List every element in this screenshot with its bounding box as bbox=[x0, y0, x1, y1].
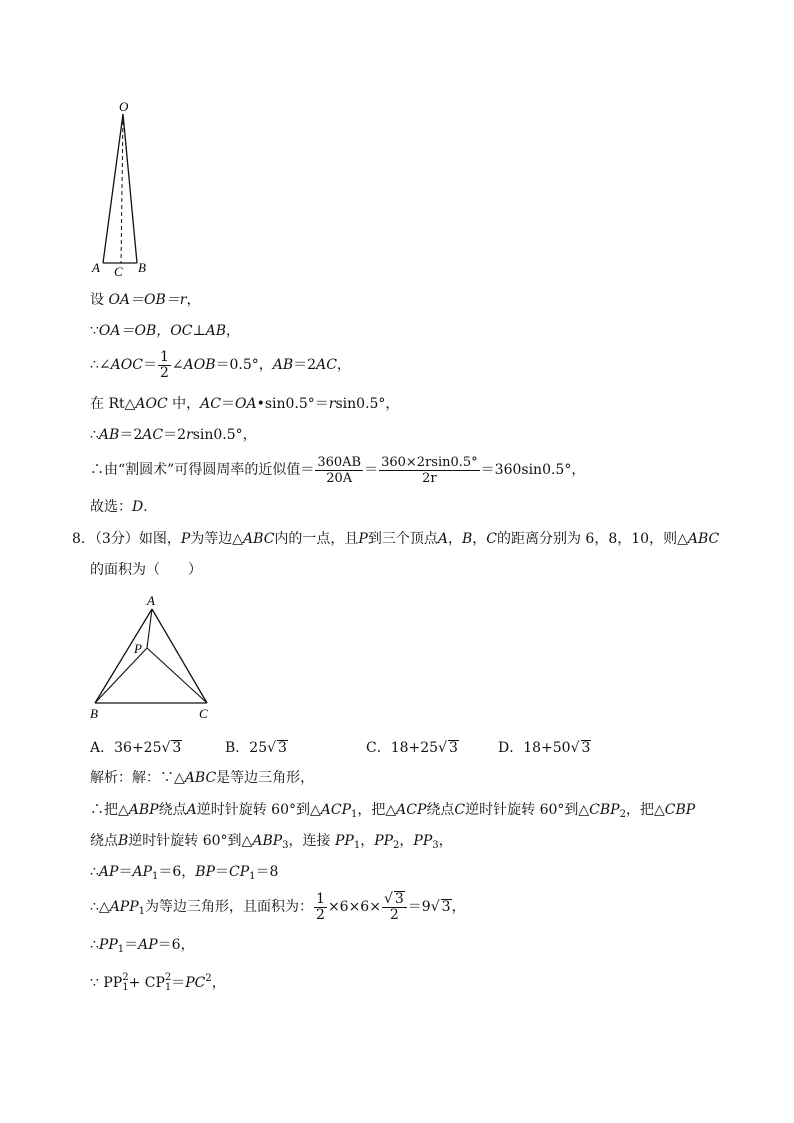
fraction-half bbox=[314, 892, 327, 923]
sol7-line-6 bbox=[90, 453, 585, 487]
math: ABC bbox=[184, 770, 217, 786]
text: ，连接 bbox=[288, 833, 335, 849]
subscript: 2 bbox=[393, 840, 400, 851]
text: 逆时针旋转 60°到△ bbox=[465, 802, 590, 818]
text: ＝2 bbox=[293, 357, 317, 373]
q8-line-1 bbox=[72, 530, 719, 548]
denominator: 2 bbox=[159, 364, 169, 381]
text: ，把△ bbox=[625, 802, 665, 818]
subscript: 1 bbox=[151, 871, 159, 882]
text: 设 bbox=[90, 292, 109, 308]
radicand: 3 bbox=[394, 891, 404, 907]
text: ， bbox=[399, 833, 414, 849]
denominator: 2 bbox=[389, 907, 399, 923]
math: ∠AOB bbox=[171, 357, 216, 373]
math: r bbox=[186, 427, 193, 443]
sol8-line-2 bbox=[90, 801, 695, 824]
text: 是等边三角形， bbox=[216, 770, 315, 786]
segment-pc bbox=[147, 648, 207, 703]
radicand: 3 bbox=[172, 740, 182, 756]
math: PP bbox=[334, 833, 354, 849]
text: ＝8 bbox=[255, 864, 279, 880]
math: AOC bbox=[110, 357, 143, 373]
segment-ab bbox=[95, 609, 152, 703]
text: 为等边△ bbox=[190, 531, 244, 547]
math: A bbox=[437, 531, 448, 547]
math: PP bbox=[98, 937, 118, 953]
text: ， bbox=[186, 292, 201, 308]
figure-triangle-oab bbox=[85, 98, 165, 280]
text: ， bbox=[438, 833, 453, 849]
text: ＝9 bbox=[407, 899, 431, 915]
math: PP bbox=[374, 833, 394, 849]
math: A bbox=[186, 802, 197, 818]
math: CP bbox=[229, 864, 250, 880]
option-d[interactable]: D．18+50√ 3 bbox=[498, 740, 591, 756]
sol7-line-1 bbox=[90, 291, 201, 309]
subscript: 1 bbox=[353, 840, 361, 851]
text: ∵ PP bbox=[90, 975, 123, 991]
subscript: 2 bbox=[619, 809, 626, 820]
text: ， bbox=[451, 899, 466, 915]
text: ＝ bbox=[171, 975, 186, 991]
math: ABC bbox=[243, 531, 275, 547]
text: ∴△ bbox=[90, 899, 110, 915]
option-value: 18+25 bbox=[390, 740, 439, 756]
text: ＝360sin0.5°， bbox=[480, 462, 586, 478]
label-a: A bbox=[147, 593, 155, 608]
text: 内的一点，且 bbox=[274, 531, 359, 547]
math: ABP bbox=[128, 802, 159, 818]
question-number: 8． bbox=[72, 531, 95, 547]
text: 绕点 bbox=[158, 802, 187, 818]
math: ABP bbox=[252, 833, 283, 849]
text: 逆时针旋转 60°到△ bbox=[196, 802, 321, 818]
subscript: 3 bbox=[432, 840, 439, 851]
q8-line-2 bbox=[90, 561, 202, 579]
text: ＝ bbox=[142, 357, 157, 373]
math: AC bbox=[316, 357, 337, 373]
numerator: 360×2rsin0.5° bbox=[381, 454, 478, 470]
text: ∴ bbox=[90, 937, 99, 953]
text: ＝ bbox=[124, 937, 139, 953]
sol7-line-7 bbox=[90, 498, 157, 516]
math: AB bbox=[98, 427, 120, 443]
math: AC bbox=[142, 427, 164, 443]
superscript: 2 bbox=[205, 973, 212, 984]
text: ＝0.5°， bbox=[215, 357, 273, 373]
math: B bbox=[118, 833, 129, 849]
math: AOC bbox=[135, 396, 168, 412]
segment-oa bbox=[103, 114, 123, 263]
option-value: 36+25 bbox=[114, 740, 162, 756]
sol7-line-4 bbox=[90, 395, 399, 413]
text: sin0.5°， bbox=[335, 396, 400, 412]
sol7-line-2 bbox=[90, 322, 240, 340]
label-b: B bbox=[138, 260, 146, 275]
fraction-sqrt3-over-2 bbox=[382, 891, 407, 923]
label-c: C bbox=[199, 706, 208, 721]
label-a: A bbox=[92, 260, 100, 275]
text: ， bbox=[447, 531, 462, 547]
math: APP bbox=[109, 899, 139, 915]
math: CBP bbox=[589, 802, 620, 818]
text: 绕点 bbox=[426, 802, 455, 818]
math: r bbox=[328, 396, 336, 412]
text: ∴把△ bbox=[90, 802, 129, 818]
text: ， bbox=[211, 975, 226, 991]
text: ∴ bbox=[90, 427, 99, 443]
math: AP bbox=[138, 937, 158, 953]
math: ACP bbox=[396, 802, 427, 818]
math: AB bbox=[272, 357, 294, 373]
math: AC bbox=[200, 396, 221, 412]
math: OA＝OB，OC⊥AB bbox=[98, 323, 227, 339]
segment-oc-dashed bbox=[121, 114, 123, 263]
denominator: 2r bbox=[422, 470, 437, 486]
option-c[interactable]: C．18+25√ 3 bbox=[366, 740, 458, 756]
superscript: 2 bbox=[164, 972, 172, 983]
text: ＝6， bbox=[158, 864, 196, 880]
sol8-line-7 bbox=[90, 970, 226, 993]
superscript: 2 bbox=[122, 972, 129, 983]
text: ×6×6× bbox=[327, 899, 381, 915]
text: （3分）如图， bbox=[94, 531, 181, 547]
text: ＝2 bbox=[163, 427, 186, 443]
math: AP bbox=[132, 864, 152, 880]
label-p: P bbox=[134, 641, 142, 656]
option-value: 25 bbox=[249, 740, 268, 756]
segment-ob bbox=[123, 114, 137, 263]
text: ＝ bbox=[215, 864, 229, 880]
numerator: 1 bbox=[159, 348, 169, 365]
text: 故选： bbox=[90, 499, 132, 515]
option-value: 18+50 bbox=[523, 740, 571, 756]
sol8-line-3 bbox=[90, 832, 453, 855]
numerator: 1 bbox=[316, 890, 325, 907]
sol7-line-3 bbox=[90, 349, 351, 381]
radicand: 3 bbox=[278, 740, 287, 756]
math: C bbox=[486, 531, 497, 547]
text: 的距离分别为 6，8，10，则△ bbox=[496, 531, 688, 547]
text: ∴∠ bbox=[90, 357, 111, 373]
text: 为等边三角形，且面积为： bbox=[145, 899, 314, 915]
radicand: 3 bbox=[449, 740, 458, 756]
sol8-line-1 bbox=[90, 769, 314, 787]
numerator: 360AB bbox=[317, 454, 362, 470]
text: •sin0.5°＝ bbox=[256, 396, 329, 412]
figure-triangle-abc bbox=[85, 590, 220, 725]
option-label: B． bbox=[225, 740, 250, 756]
text: ＝6， bbox=[157, 937, 195, 953]
subscript: 1 bbox=[117, 944, 125, 955]
text: ∵ bbox=[90, 323, 99, 339]
subscript: 3 bbox=[282, 840, 289, 851]
text: + CP bbox=[128, 975, 165, 991]
option-a[interactable]: A．36+25√ 3 bbox=[90, 740, 182, 756]
text: ∴ bbox=[90, 864, 99, 880]
segment-ac bbox=[152, 609, 207, 703]
text: sin0.5°， bbox=[192, 427, 257, 443]
option-label: C． bbox=[366, 740, 391, 756]
text: ＝ bbox=[118, 864, 133, 880]
text: ∴由“割圆术”可得圆周率的近似值＝ bbox=[90, 462, 315, 478]
segment-pb bbox=[95, 648, 147, 703]
denominator: 20A bbox=[326, 470, 353, 486]
label-o: O bbox=[119, 99, 129, 114]
math: D bbox=[132, 499, 144, 515]
denominator: 2 bbox=[316, 906, 325, 923]
radicand: 3 bbox=[441, 899, 451, 915]
text: ＝ bbox=[364, 462, 379, 478]
math: BP bbox=[195, 864, 215, 880]
sol8-line-5: $\therefore\triangle APP_1$为等边三角形，且面积为： $\frac{1}{2}$ ×6×6× $\frac{√ 3}{2}$ ＝9√ 3， bbox=[90, 890, 466, 923]
text: ， bbox=[360, 833, 375, 849]
sol7-line-5 bbox=[90, 426, 257, 444]
subscript: 1 bbox=[164, 982, 172, 993]
math: CBP bbox=[664, 802, 696, 818]
subscript: 1 bbox=[249, 871, 256, 882]
math: PP bbox=[413, 833, 433, 849]
text: ． bbox=[143, 499, 158, 515]
math: P bbox=[180, 531, 191, 547]
fraction-half bbox=[158, 350, 171, 381]
sol8-line-6 bbox=[90, 936, 195, 959]
label-c: C bbox=[114, 264, 123, 279]
text: 到三个顶点 bbox=[367, 531, 438, 547]
text: ＝ bbox=[220, 396, 235, 412]
text: ＝2 bbox=[119, 427, 143, 443]
subscript: 1 bbox=[122, 982, 129, 993]
text: 绕点 bbox=[90, 833, 118, 849]
math: C bbox=[454, 802, 466, 818]
text: 逆时针旋转 60°到△ bbox=[128, 833, 253, 849]
text: 解析：解：∵△ bbox=[90, 770, 185, 786]
option-label: D． bbox=[498, 740, 524, 756]
fraction-2rsin bbox=[379, 455, 480, 486]
math: AP bbox=[98, 864, 119, 880]
text: ，把△ bbox=[357, 802, 397, 818]
radicand: 3 bbox=[581, 740, 591, 756]
label-b: B bbox=[90, 706, 98, 721]
sol8-line-4 bbox=[90, 863, 278, 886]
option-label: A． bbox=[90, 740, 115, 756]
text: ， bbox=[472, 531, 487, 547]
fraction-360ab-20a bbox=[315, 455, 363, 486]
text: ， bbox=[226, 323, 241, 339]
math: B bbox=[461, 531, 473, 547]
numerator: √ 3 bbox=[382, 891, 407, 908]
subscript: 1 bbox=[351, 809, 358, 820]
subscript: 1 bbox=[138, 906, 146, 917]
math: P bbox=[358, 531, 368, 547]
math: OA bbox=[234, 396, 257, 412]
math: OA＝OB＝r bbox=[108, 292, 187, 308]
math: PC bbox=[185, 975, 206, 991]
option-b[interactable]: B．25√ 3 bbox=[225, 740, 287, 756]
text: 中， bbox=[167, 396, 201, 412]
text: 在 Rt△ bbox=[90, 396, 136, 412]
math: ABC bbox=[687, 531, 720, 547]
text: 的面积为（ ） bbox=[90, 562, 202, 578]
math: ACP bbox=[320, 802, 352, 818]
text: ， bbox=[336, 357, 351, 373]
